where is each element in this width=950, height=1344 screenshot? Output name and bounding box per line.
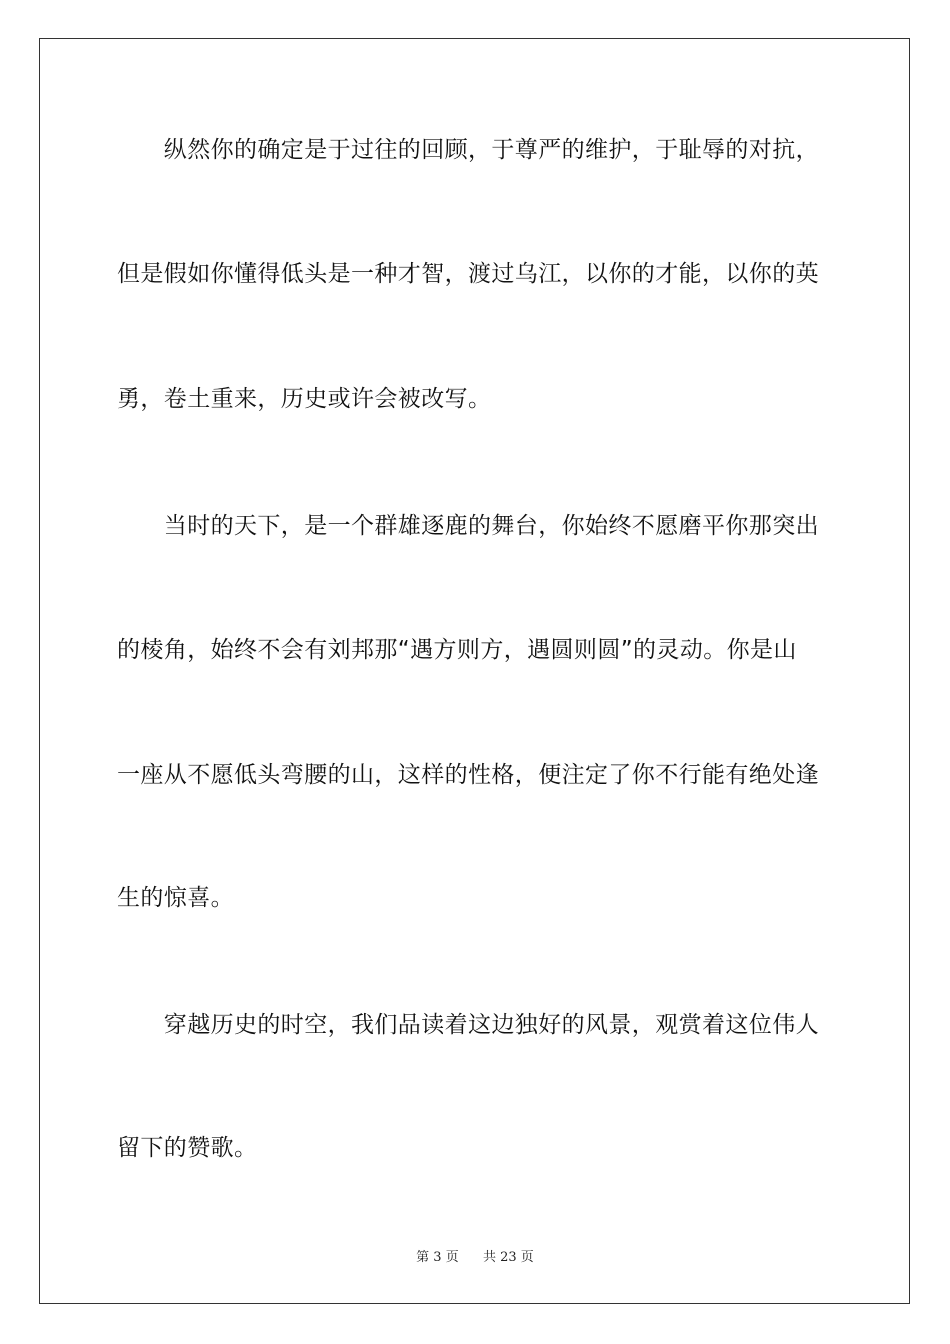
text-line: 勇，卷土重来，历史或许会被改写。 — [117, 386, 492, 412]
text-line: 留下的赞歌。 — [117, 1135, 258, 1161]
text-line: 生的惊喜。 — [117, 885, 234, 911]
text-line: 当时的天下，是一个群雄逐鹿的舞台，你始终不愿磨平你那突出 — [117, 513, 819, 539]
text-line: 但是假如你懂得低头是一种才智，渡过乌江，以你的才能，以你的英 — [117, 261, 819, 287]
text-line: 一座从不愿低头弯腰的山，这样的性格，便注定了你不行能有绝处逢 — [117, 762, 819, 788]
text-line: 纵然你的确定是于过往的回顾，于尊严的维护，于耻辱的对抗， — [117, 137, 819, 163]
text-line: 的棱角，始终不会有刘邦那“遇方则方，遇圆则圆”的灵动。你是山 — [117, 637, 797, 663]
total-pages-label: 共 23 页 — [483, 1250, 534, 1265]
page-footer — [0, 1246, 950, 1265]
current-page-label: 第 3 页 — [416, 1250, 459, 1265]
text-line: 穿越历史的时空，我们品读着这边独好的风景，观赏着这位伟人 — [117, 1012, 819, 1038]
page-border — [39, 38, 910, 1304]
